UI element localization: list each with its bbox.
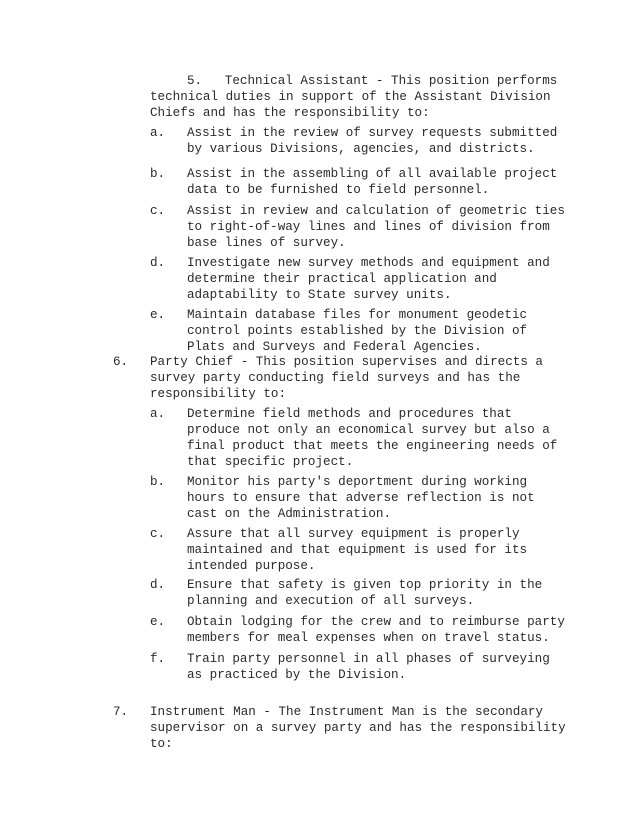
section6-item-b-line-2: hours to ensure that adverse reflection is not <box>187 491 535 505</box>
section5-item-c-line-1: Assist in review and calculation of geometric ties <box>187 204 565 218</box>
section6-intro-line-1: Party Chief - This position supervises and directs a <box>150 355 543 369</box>
section5-item-d-line-2: determine their practical application and <box>187 272 497 286</box>
section6-item-c-line-3: intended purpose. <box>187 559 316 573</box>
section5-item-d-line-1: Investigate new survey methods and equipment and <box>187 256 550 270</box>
section7-intro-line-1: Instrument Man - The Instrument Man is the secondary <box>150 705 543 719</box>
section6-item-b-marker: b. <box>150 475 166 489</box>
section5-item-e-line-2: control points established by the Division of <box>187 324 528 338</box>
section6-item-f-line-2: as practiced by the Division. <box>187 668 407 682</box>
section5-item-b-line-1: Assist in the assembling of all available project <box>187 167 558 181</box>
section5-item-b-line-2: data to be furnished to field personnel. <box>187 183 490 197</box>
section6-item-a-line-2: produce not only an economical survey but also a <box>187 423 550 437</box>
section5-item-e-line-3: Plats and Surveys and Federal Agencies. <box>187 340 482 354</box>
section6-item-c-line-2: maintained and that equipment is used for its <box>187 543 528 557</box>
section5-item-a-line-1: Assist in the review of survey requests submitted <box>187 126 558 140</box>
section6-number: 6. <box>113 355 129 369</box>
section6-item-a-marker: a. <box>150 407 166 421</box>
section6-item-c-line-1: Assure that all survey equipment is properly <box>187 527 520 541</box>
section6-item-e-marker: e. <box>150 615 166 629</box>
section6-item-b-line-3: cast on the Administration. <box>187 507 392 521</box>
section5-item-a-line-2: by various Divisions, agencies, and districts. <box>187 142 535 156</box>
section6-item-e-line-2: members for meal expenses when on travel status. <box>187 631 550 645</box>
section5-intro-line-2: technical duties in support of the Assistant Division <box>150 90 551 104</box>
section6-item-d-marker: d. <box>150 578 166 592</box>
section6-item-c-marker: c. <box>150 527 166 541</box>
section6-item-d-line-1: Ensure that safety is given top priority in the <box>187 578 543 592</box>
section5-item-d-line-3: adaptability to State survey units. <box>187 288 452 302</box>
section5-item-a-marker: a. <box>150 126 166 140</box>
section7-intro-line-2: supervisor on a survey party and has the responsibility <box>150 721 566 735</box>
section5-item-d-marker: d. <box>150 256 166 270</box>
section5-intro-line-3: Chiefs and has the responsibility to: <box>150 106 430 120</box>
section6-item-f-marker: f. <box>150 652 166 666</box>
section5-item-e-marker: e. <box>150 308 166 322</box>
section6-item-e-line-1: Obtain lodging for the crew and to reimburse party <box>187 615 565 629</box>
section6-item-a-line-4: that specific project. <box>187 455 354 469</box>
section5-item-c-marker: c. <box>150 204 166 218</box>
section6-item-a-line-3: final product that meets the engineering needs of <box>187 439 558 453</box>
section5-intro-line-1: 5. Technical Assistant - This position performs <box>187 74 558 88</box>
section6-item-b-line-1: Monitor his party's deportment during working <box>187 475 528 489</box>
section6-intro-line-2: survey party conducting field surveys and has the <box>150 371 521 385</box>
section5-item-c-line-3: base lines of survey. <box>187 236 346 250</box>
section5-item-b-marker: b. <box>150 167 166 181</box>
section6-item-f-line-1: Train party personnel in all phases of surveying <box>187 652 550 666</box>
section6-item-a-line-1: Determine field methods and procedures that <box>187 407 512 421</box>
section5-item-e-line-1: Maintain database files for monument geodetic <box>187 308 528 322</box>
section6-item-d-line-2: planning and execution of all surveys. <box>187 594 475 608</box>
section6-intro-line-3: responsibility to: <box>150 387 287 401</box>
section7-intro-line-3: to: <box>150 737 173 751</box>
section7-number: 7. <box>113 705 129 719</box>
section5-item-c-line-2: to right-of-way lines and lines of division from <box>187 220 550 234</box>
